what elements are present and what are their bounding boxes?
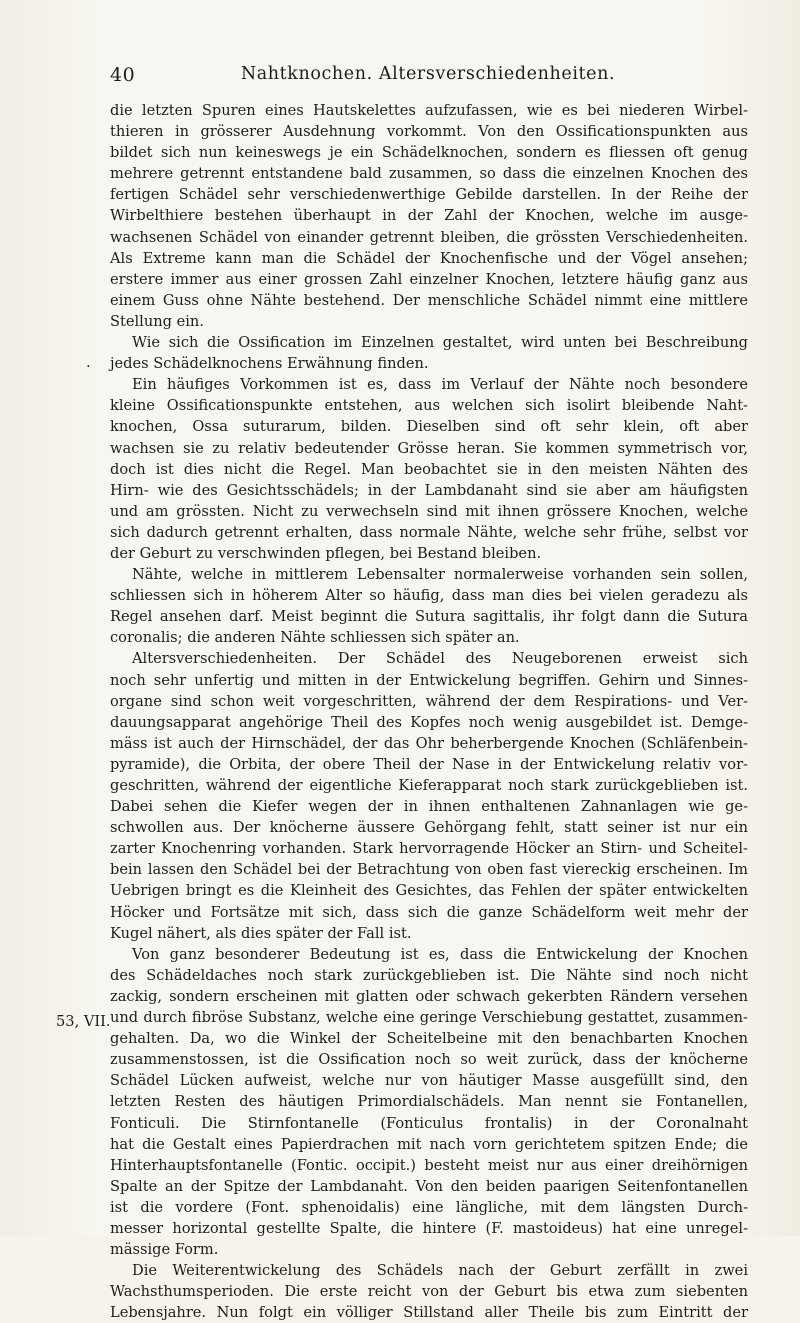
text-line: thieren in grösserer Ausdehnung vorkommt. Von den Ossificationspunkten aus	[110, 123, 748, 141]
text-line: Regel ansehen darf. Meist beginnt die Sutura sagittalis, ihr folgt dann die Sutura	[110, 608, 748, 626]
text-line: dauungsapparat angehörige Theil des Kopfes noch wenig ausgebildet ist. Demge-	[110, 713, 748, 731]
text-line: Wirbelthiere bestehen überhaupt in der Zahl der Knochen, welche im ausge-	[110, 207, 748, 225]
text-line: zackig, sondern erscheinen mit glatten oder schwach gekerbten Rändern versehen	[110, 987, 748, 1005]
text-line: jedes Schädelknochens Erwähnung finden.	[110, 355, 429, 373]
page-header	[110, 64, 746, 90]
text-line: Lebensjahre. Nun folgt ein völliger Stillstand aller Theile bis zum Eintritt der	[110, 1304, 748, 1322]
text-line: des Schädeldaches noch stark zurückgeblieben ist. Die Nähte sind noch nicht	[110, 966, 748, 984]
text-line: schliessen sich in höherem Alter so häufig, dass man dies bei vielen geradezu als	[110, 587, 748, 605]
text-line: bildet sich nun keineswegs je ein Schädelknochen, sondern es fliessen oft genug	[110, 144, 748, 162]
text-line: Kugel nähert, als dies später der Fall ist.	[110, 924, 412, 942]
section-heading-line: Altersverschiedenheiten. Der Schädel des Neugeborenen erweist sich	[132, 650, 748, 668]
body-text	[110, 100, 748, 1323]
text-line: Hirn- wie des Gesichtsschädels; in der Lambdanaht sind sie aber am häufigsten	[110, 481, 748, 499]
text-line: knochen, Ossa suturarum, bilden. Dieselben sind oft sehr klein, oft aber	[110, 418, 748, 436]
text-line: erstere immer aus einer grossen Zahl einzelner Knochen, letztere häufig ganz aus	[110, 270, 748, 288]
text-line: mäss ist auch der Hirnschädel, der das Ohr beherbergende Knochen (Schläfenbein-	[110, 734, 748, 752]
text-line: und durch fibröse Substanz, welche eine geringe Verschiebung gestattet, zusammen-	[110, 1009, 748, 1027]
text-line: der Geburt zu verschwinden pflegen, bei Bestand bleiben.	[110, 544, 542, 562]
text-line: doch ist dies nicht die Regel. Man beobachtet sie in den meisten Nähten des	[110, 460, 748, 478]
text-line: mehrere getrennt entstandene bald zusammen, so dass die einzelnen Knochen des	[110, 165, 748, 183]
margin-section-mark: 53, VII.	[56, 1013, 111, 1030]
text-line: Wachsthumsperioden. Die erste reicht von der Geburt bis etwa zum siebenten	[110, 1283, 748, 1301]
text-line: Stellung ein.	[110, 312, 204, 330]
text-line: Nähte, welche in mittlerem Lebensalter normalerweise vorhanden sein sollen,	[132, 566, 748, 584]
text-line: die letzten Spuren eines Hautskelettes aufzufassen, wie es bei niederen Wirbel-	[110, 102, 748, 119]
text-line: coronalis; die anderen Nähte schliessen sich später an.	[110, 629, 520, 647]
text-line: zusammenstossen, ist die Ossification noch so weit zurück, dass der knöcherne	[110, 1051, 748, 1069]
text-line: fertigen Schädel sehr verschiedenwerthige Gebilde darstellen. In der Reihe der	[110, 186, 748, 204]
text-line: geschritten, während der eigentliche Kieferapparat noch stark zurückgeblieben ist.	[110, 777, 748, 794]
text-line: wachsenen Schädel von einander getrennt bleiben, die grössten Verschiedenheiten.	[110, 228, 748, 246]
margin-dot: .	[86, 354, 91, 371]
text-line: mässige Form.	[110, 1241, 219, 1259]
text-line: und am grössten. Nicht zu verwechseln sind mit ihnen grössere Knochen, welche	[110, 502, 748, 520]
text-line: Schädel Lücken aufweist, welche nur von häutiger Masse ausgefüllt sind, den	[110, 1072, 748, 1090]
text-line: Wie sich die Ossification im Einzelnen gestaltet, wird unten bei Beschreibung	[132, 334, 748, 352]
text-line: hat die Gestalt eines Papierdrachen mit nach vorn gerichtetem spitzen Ende; die	[110, 1135, 748, 1153]
page-number: 40	[110, 64, 136, 86]
text-line: Spalte an der Spitze der Lambdanaht. Von den beiden paarigen Seitenfontanellen	[110, 1177, 748, 1195]
text-line: Als Extreme kann man die Schädel der Knochenfische und der Vögel ansehen;	[110, 249, 748, 267]
text-line: wachsen sie zu relativ bedeutender Grösse heran. Sie kommen symmetrisch vor,	[110, 439, 748, 457]
text-line: Die Weiterentwickelung des Schädels nach der Geburt zerfällt in zwei	[132, 1262, 748, 1280]
text-line: bein lassen den Schädel bei der Betrachtung von oben fast viereckig erscheinen. Im	[110, 861, 748, 879]
text-line: noch sehr unfertig und mitten in der Entwickelung begriffen. Gehirn und Sinnes-	[110, 671, 748, 689]
running-head: Nahtknochen. Altersverschiedenheiten.	[240, 64, 616, 84]
text-line: pyramide), die Orbita, der obere Theil der Nase in der Entwickelung relativ vor-	[110, 755, 748, 773]
text-line: letzten Resten des häutigen Primordialschädels. Man nennt sie Fontanellen,	[110, 1093, 748, 1111]
text-line: schwollen aus. Der knöcherne äussere Gehörgang fehlt, statt seiner ist nur ein	[110, 819, 748, 837]
text-line: Von ganz besonderer Bedeutung ist es, dass die Entwickelung der Knochen	[132, 945, 748, 963]
text-line: zarter Knochenring vorhanden. Stark hervorragende Höcker an Stirn- und Scheitel-	[110, 840, 748, 858]
text-line: ist die vordere (Font. sphenoidalis) eine längliche, mit dem längsten Durch-	[110, 1198, 748, 1216]
text-line: kleine Ossificationspunkte entstehen, aus welchen sich isolirt bleibende Naht-	[110, 397, 748, 415]
text-line: messer horizontal gestellte Spalte, die hintere (F. mastoideus) hat eine unregel-	[110, 1219, 748, 1237]
text-line: Dabei sehen die Kiefer wegen der in ihnen enthaltenen Zahnanlagen wie ge-	[110, 798, 748, 816]
text-line: gehalten. Da, wo die Winkel der Scheitelbeine mit den benachbarten Knochen	[110, 1030, 748, 1048]
text-line: Höcker und Fortsätze mit sich, dass sich die ganze Schädelform weit mehr der	[110, 903, 748, 921]
text-line: Uebrigen bringt es die Kleinheit des Gesichtes, das Fehlen der später entwickelten	[110, 882, 748, 900]
text-line: sich dadurch getrennt erhalten, dass normale Nähte, welche sehr frühe, selbst vor	[110, 523, 748, 541]
text-line: Hinterhauptsfontanelle (Fontic. occipit.) besteht meist nur aus einer dreihörnigen	[110, 1156, 748, 1174]
text-line: einem Guss ohne Nähte bestehend. Der menschliche Schädel nimmt eine mittlere	[110, 291, 748, 309]
text-line: Fonticuli. Die Stirnfontanelle (Fonticulus frontalis) in der Coronalnaht	[110, 1114, 748, 1132]
text-line: Ein häufiges Vorkommen ist es, dass im Verlauf der Nähte noch besondere	[132, 376, 748, 394]
text-line: organe sind schon weit vorgeschritten, während der dem Respirations- und Ver-	[110, 692, 748, 710]
